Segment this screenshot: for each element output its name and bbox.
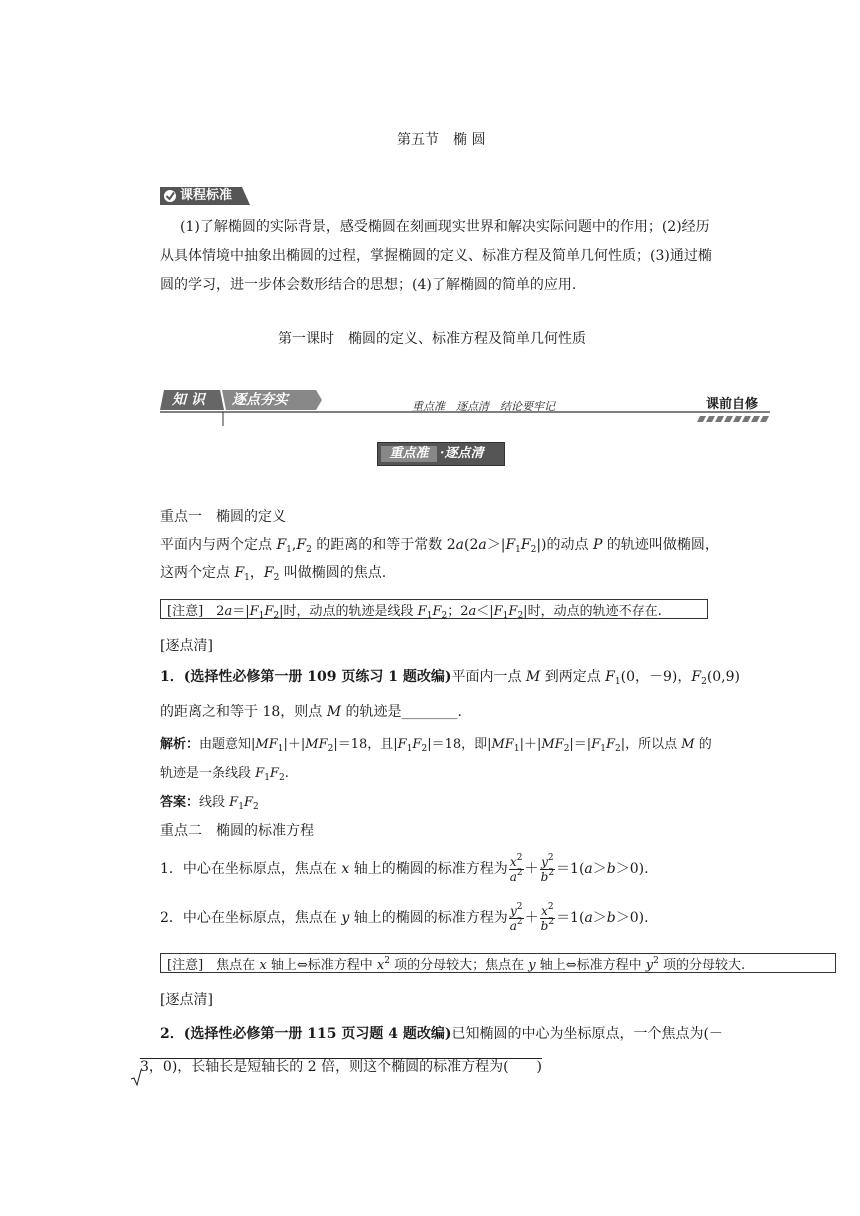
q1-answer: 答案：线段 $F_1F_2$ xyxy=(160,795,259,812)
section-title: 第五节 椭 圆 xyxy=(397,132,486,148)
curriculum-line-3: 圆的学习，进一步体会数形结合的思想；(4)了解椭圆的简单的应用. xyxy=(160,277,577,293)
banner-right: 课前自修 xyxy=(706,397,759,412)
practice-label-2: [逐点清] xyxy=(160,992,213,1008)
curriculum-label xyxy=(160,187,250,205)
sub-banner-a: 重点准 xyxy=(381,446,437,462)
curriculum-label-text: 课程标准 xyxy=(180,188,233,203)
key2-item-2: 2．中心在坐标原点，焦点在 y 轴上的椭圆的标准方程为 $\frac{y^2}{a^2}$ ＋ $\frac{x^2}{b^2}$ ＝1(a＞b＞0). xyxy=(160,901,649,933)
knowledge-banner xyxy=(160,388,770,430)
banner-left-a: 知 识 xyxy=(172,392,205,408)
banner-left-b: 逐点夯实 xyxy=(232,392,288,408)
sub-banner-b: ·逐点清 xyxy=(440,446,484,461)
key1-line-2: 这两个定点 $F_1$，$F_2$ 叫做椭圆的焦点. xyxy=(160,565,387,583)
lesson-title: 第一课时 椭圆的定义、标准方程及简单几何性质 xyxy=(278,331,586,347)
key2-heading: 重点二 椭圆的标准方程 xyxy=(160,823,314,839)
key2-item-1: 1．中心在坐标原点，焦点在 x 轴上的椭圆的标准方程为 $\frac{x^2}{a^2}$ ＋ $\frac{y^2}{b^2}$ ＝1(a＞b＞0). xyxy=(160,852,649,884)
banner-mid: 重点准 逐点清 结论要牢记 xyxy=(412,400,555,413)
key1-heading: 重点一 椭圆的定义 xyxy=(160,509,286,525)
practice-label-1: [逐点清] xyxy=(160,638,213,654)
sub-banner xyxy=(377,442,505,466)
key2-note: [注意] 焦点在 x 轴上⇔标准方程中 $x^2$ 项的分母较大；焦点在 y 轴上⇔标准方程中 $y^2$ 项的分母较大. xyxy=(160,953,836,973)
q1-analysis-2: 轨迹是一条线段 $F_1F_2$. xyxy=(160,766,289,783)
q2-line-2: 3，0)，长轴长是短轴长的 2 倍，则这个椭圆的标准方程为( ) xyxy=(130,1058,542,1076)
curriculum-line-1: (1)了解椭圆的实际背景，感受椭圆在刻画现实世界和解决实际问题中的作用；(2)经历 xyxy=(180,219,710,235)
curriculum-line-2: 从具体情境中抽象出椭圆的过程，掌握椭圆的定义、标准方程及简单几何性质；(3)通过椭 xyxy=(160,248,712,264)
q1-line-1: 1．(选择性必修第一册 109 页练习 1 题改编)平面内一点 M 到两定点 $F_1(0$，－9)，$F_2(0,9)$ xyxy=(160,669,741,687)
q1-analysis-1: 解析：由题意知$|MF_1|+|MF_2|=18$，且$|F_1F_2|=18$，即$|MF_1|+|MF_2|=|F_1F_2|$，所以点 M 的 xyxy=(160,737,712,754)
key1-line-1: 平面内与两个定点 $F_1,F_2$ 的距离的和等于常数 $2a(2a>|F_1F_2|)$的动点 P 的轨迹叫做椭圆， xyxy=(160,537,719,555)
q2-line-1: 2．(选择性必修第一册 115 页习题 4 题改编)已知椭圆的中心为坐标原点，一个焦点为(－ xyxy=(160,1026,723,1042)
key1-note: [注意] $2a=|F_1F_2|$时，动点的轨迹是线段 $F_1F_2$；$2a<|F_1F_2|$时，动点的轨迹不存在. xyxy=(160,599,708,619)
q1-line-2: 的距离之和等于 18，则点 M 的轨迹是________. xyxy=(160,704,462,720)
